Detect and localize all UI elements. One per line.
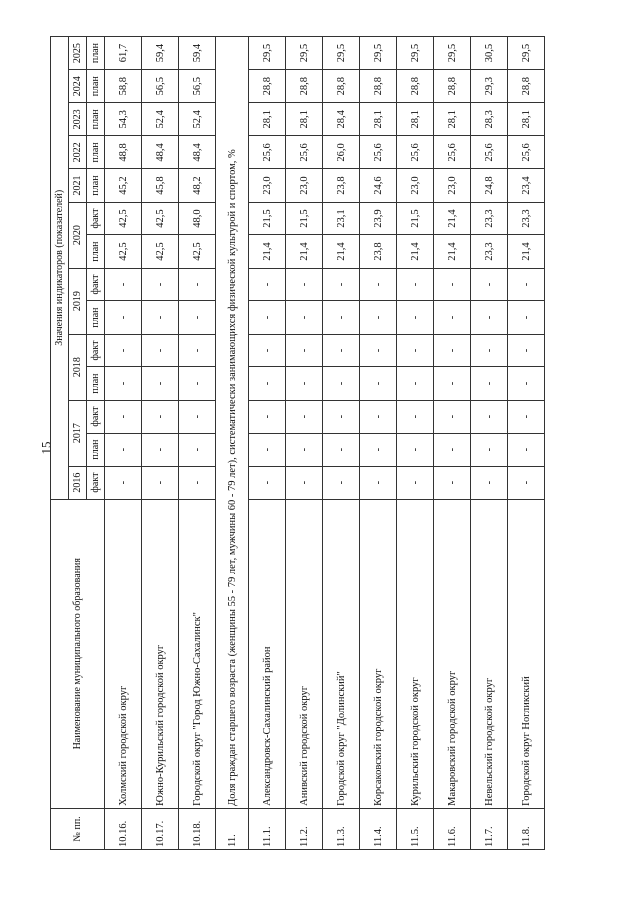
indicator-value: 42,5 — [179, 235, 216, 268]
municipality-name: Городской округ "Долинский" — [323, 499, 360, 808]
indicator-value: - — [323, 466, 360, 499]
indicator-value: - — [323, 301, 360, 334]
indicator-value: - — [179, 367, 216, 400]
indicator-value: - — [397, 433, 434, 466]
indicator-value: - — [105, 334, 142, 367]
subheader-plan: план — [87, 37, 105, 70]
year-header: 2017 — [69, 400, 87, 466]
indicator-value: 28,8 — [508, 70, 545, 103]
page-number: 15 — [38, 441, 54, 455]
indicator-value: - — [397, 367, 434, 400]
section-row — [216, 37, 249, 850]
indicator-value: 29,5 — [434, 37, 471, 70]
col-header-values: Значения индикаторов (показателей) — [51, 37, 69, 500]
year-header: 2020 — [69, 202, 87, 268]
indicator-value: 26,0 — [323, 136, 360, 169]
indicator-value: 25,6 — [508, 136, 545, 169]
indicator-table-wrap — [50, 0, 634, 850]
indicator-value: - — [249, 466, 286, 499]
indicator-value: 28,8 — [434, 70, 471, 103]
indicator-value: 23,0 — [249, 169, 286, 202]
indicator-value: 48,2 — [179, 169, 216, 202]
table-row — [434, 37, 471, 850]
indicator-value: - — [286, 433, 323, 466]
indicator-value: 28,8 — [249, 70, 286, 103]
indicator-value: 23,8 — [360, 235, 397, 268]
indicator-value: - — [323, 334, 360, 367]
indicator-value: - — [249, 301, 286, 334]
subheader-fact: факт — [87, 334, 105, 367]
indicator-value: - — [249, 400, 286, 433]
indicator-value: 28,8 — [286, 70, 323, 103]
indicator-value: - — [179, 400, 216, 433]
indicator-value: 23,9 — [360, 202, 397, 235]
subheader-fact: факт — [87, 400, 105, 433]
indicator-value: 23,3 — [471, 235, 508, 268]
col-header-num: № пп. — [51, 808, 105, 849]
section-num: 11. — [216, 808, 249, 849]
row-number: 10.17. — [142, 808, 179, 849]
indicator-value: 23,0 — [286, 169, 323, 202]
indicator-value: 23,3 — [471, 202, 508, 235]
indicator-value: - — [105, 466, 142, 499]
indicator-value: 23,0 — [434, 169, 471, 202]
indicator-value: 25,6 — [249, 136, 286, 169]
indicator-value: - — [471, 367, 508, 400]
indicator-value: 23,3 — [508, 202, 545, 235]
indicator-value: - — [249, 367, 286, 400]
indicator-value: 23,4 — [508, 169, 545, 202]
municipality-name: Анивский городской округ — [286, 499, 323, 808]
subheader-plan: план — [87, 70, 105, 103]
indicator-value: 42,5 — [105, 235, 142, 268]
subheader-plan: план — [87, 235, 105, 268]
indicator-value: - — [179, 433, 216, 466]
row-number: 11.3. — [323, 808, 360, 849]
table-row — [142, 37, 179, 850]
indicator-value: 29,5 — [508, 37, 545, 70]
indicator-value: - — [179, 466, 216, 499]
year-header: 2016 — [69, 466, 87, 499]
subheader-plan: план — [87, 301, 105, 334]
indicator-value: - — [179, 268, 216, 301]
table-row — [286, 37, 323, 850]
indicator-value: - — [179, 301, 216, 334]
indicator-value: 21,5 — [397, 202, 434, 235]
indicator-value: - — [249, 268, 286, 301]
indicator-value: - — [434, 367, 471, 400]
indicator-value: 24,6 — [360, 169, 397, 202]
table-row — [179, 37, 216, 850]
indicator-value: - — [105, 268, 142, 301]
indicator-value: 52,4 — [179, 103, 216, 136]
indicator-value: - — [508, 466, 545, 499]
indicator-value: 28,1 — [360, 103, 397, 136]
subheader-plan: план — [87, 169, 105, 202]
indicator-value: - — [360, 301, 397, 334]
municipality-name: Макаровский городской округ — [434, 499, 471, 808]
indicator-table — [50, 36, 545, 850]
indicator-value: - — [360, 400, 397, 433]
indicator-value: - — [397, 466, 434, 499]
subheader-fact: факт — [87, 268, 105, 301]
indicator-value: 21,4 — [323, 235, 360, 268]
indicator-value: 23,8 — [323, 169, 360, 202]
indicator-value: 42,5 — [105, 202, 142, 235]
table-row — [397, 37, 434, 850]
indicator-value: - — [249, 334, 286, 367]
indicator-value: 59,4 — [179, 37, 216, 70]
indicator-value: - — [323, 433, 360, 466]
row-number: 10.18. — [179, 808, 216, 849]
indicator-value: 54,3 — [105, 103, 142, 136]
row-number: 11.1. — [249, 808, 286, 849]
indicator-value: 45,8 — [142, 169, 179, 202]
indicator-value: - — [508, 268, 545, 301]
indicator-value: - — [471, 268, 508, 301]
indicator-value: 28,8 — [360, 70, 397, 103]
indicator-value: 42,5 — [142, 235, 179, 268]
indicator-value: - — [508, 400, 545, 433]
table-row — [323, 37, 360, 850]
indicator-value: - — [508, 301, 545, 334]
indicator-value: 48,8 — [105, 136, 142, 169]
table-row — [105, 37, 142, 850]
indicator-value: - — [397, 268, 434, 301]
indicator-value: 28,1 — [434, 103, 471, 136]
indicator-value: - — [179, 334, 216, 367]
indicator-value: 28,1 — [397, 103, 434, 136]
indicator-value: - — [434, 268, 471, 301]
indicator-value: - — [105, 301, 142, 334]
indicator-value: - — [508, 367, 545, 400]
indicator-value: 28,8 — [323, 70, 360, 103]
indicator-value: - — [471, 334, 508, 367]
indicator-value: 21,4 — [434, 235, 471, 268]
subheader-plan: план — [87, 367, 105, 400]
indicator-value: 29,5 — [249, 37, 286, 70]
indicator-value: 25,6 — [286, 136, 323, 169]
indicator-value: - — [286, 367, 323, 400]
indicator-value: - — [142, 400, 179, 433]
indicator-value: 25,6 — [360, 136, 397, 169]
indicator-value: - — [286, 334, 323, 367]
row-number: 10.16. — [105, 808, 142, 849]
indicator-value: 21,5 — [249, 202, 286, 235]
indicator-value: - — [142, 268, 179, 301]
municipality-name: Городской округ "Город Южно-Сахалинск" — [179, 499, 216, 808]
indicator-value: 21,4 — [508, 235, 545, 268]
indicator-value: 29,3 — [471, 70, 508, 103]
year-header: 2019 — [69, 268, 87, 334]
indicator-value: 28,1 — [249, 103, 286, 136]
indicator-value: - — [323, 400, 360, 433]
municipality-name: Курильский городской округ — [397, 499, 434, 808]
indicator-value: - — [286, 400, 323, 433]
indicator-value: - — [105, 433, 142, 466]
indicator-value: 28,1 — [286, 103, 323, 136]
year-header: 2025 — [69, 37, 87, 70]
indicator-value: - — [434, 466, 471, 499]
indicator-value: 56,5 — [142, 70, 179, 103]
indicator-value: 21,4 — [434, 202, 471, 235]
year-header: 2022 — [69, 136, 87, 169]
year-header: 2023 — [69, 103, 87, 136]
indicator-value: - — [323, 367, 360, 400]
row-number: 11.5. — [397, 808, 434, 849]
row-number: 11.4. — [360, 808, 397, 849]
indicator-value: 21,5 — [286, 202, 323, 235]
indicator-value: - — [471, 433, 508, 466]
indicator-value: 29,5 — [360, 37, 397, 70]
municipality-name: Невельский городской округ — [471, 499, 508, 808]
indicator-value: - — [286, 301, 323, 334]
row-number: 11.7. — [471, 808, 508, 849]
table-row — [249, 37, 286, 850]
table-row — [471, 37, 508, 850]
indicator-value: 21,4 — [286, 235, 323, 268]
indicator-value: - — [471, 301, 508, 334]
col-header-name: Наименование муниципального образования — [51, 499, 105, 808]
indicator-value: - — [360, 433, 397, 466]
table-row — [508, 37, 545, 850]
municipality-name: Городской округ Ногликский — [508, 499, 545, 808]
indicator-value: - — [508, 433, 545, 466]
indicator-value: - — [142, 367, 179, 400]
indicator-value: 23,0 — [397, 169, 434, 202]
indicator-value: 59,4 — [142, 37, 179, 70]
table-body-a — [105, 37, 216, 850]
indicator-value: - — [323, 268, 360, 301]
indicator-value: - — [142, 433, 179, 466]
indicator-value: 25,6 — [471, 136, 508, 169]
subheader-plan: план — [87, 136, 105, 169]
indicator-value: 21,4 — [249, 235, 286, 268]
year-header: 2018 — [69, 334, 87, 400]
indicator-value: - — [142, 466, 179, 499]
year-header: 2024 — [69, 70, 87, 103]
row-number: 11.6. — [434, 808, 471, 849]
municipality-name: Корсаковский городской округ — [360, 499, 397, 808]
indicator-value: 25,6 — [434, 136, 471, 169]
subheader-fact: факт — [87, 202, 105, 235]
indicator-value: - — [105, 367, 142, 400]
indicator-value: - — [105, 400, 142, 433]
subheader-plan: план — [87, 433, 105, 466]
indicator-value: - — [434, 400, 471, 433]
municipality-name: Александровск-Сахалинский район — [249, 499, 286, 808]
indicator-value: 28,4 — [323, 103, 360, 136]
table-body-b — [249, 37, 545, 850]
indicator-value: - — [360, 367, 397, 400]
indicator-value: - — [142, 334, 179, 367]
municipality-name: Южно-Курильский городской округ — [142, 499, 179, 808]
year-header: 2021 — [69, 169, 87, 202]
indicator-value: 58,8 — [105, 70, 142, 103]
indicator-value: - — [471, 466, 508, 499]
row-number: 11.2. — [286, 808, 323, 849]
indicator-value: - — [397, 334, 434, 367]
indicator-value: - — [286, 268, 323, 301]
indicator-value: - — [249, 433, 286, 466]
subheader-plan: план — [87, 103, 105, 136]
indicator-value: 42,5 — [142, 202, 179, 235]
indicator-value: - — [434, 301, 471, 334]
table-body-section — [216, 37, 249, 850]
indicator-value: 29,5 — [323, 37, 360, 70]
indicator-value: 24,8 — [471, 169, 508, 202]
indicator-value: - — [360, 334, 397, 367]
indicator-value: 23,1 — [323, 202, 360, 235]
indicator-value: 56,5 — [179, 70, 216, 103]
indicator-value: - — [471, 400, 508, 433]
indicator-value: - — [360, 466, 397, 499]
indicator-value: - — [397, 400, 434, 433]
indicator-value: 48,0 — [179, 202, 216, 235]
indicator-value: 29,5 — [286, 37, 323, 70]
indicator-value: 29,5 — [397, 37, 434, 70]
indicator-value: 21,4 — [397, 235, 434, 268]
indicator-value: 52,4 — [142, 103, 179, 136]
indicator-value: 30,5 — [471, 37, 508, 70]
indicator-value: 45,2 — [105, 169, 142, 202]
indicator-value: - — [360, 268, 397, 301]
indicator-value: - — [508, 334, 545, 367]
row-number: 11.8. — [508, 808, 545, 849]
subheader-fact: факт — [87, 466, 105, 499]
indicator-value: - — [286, 466, 323, 499]
indicator-value: 28,3 — [471, 103, 508, 136]
indicator-value: - — [434, 334, 471, 367]
municipality-name: Холмский городской округ — [105, 499, 142, 808]
indicator-value: 28,1 — [508, 103, 545, 136]
indicator-value: 48,4 — [142, 136, 179, 169]
section-title: Доля граждан старшего возраста (женщины 55 - 79 лет, мужчины 60 - 79 лет), систематически занимающихся физической культурой и спортом, % — [216, 37, 249, 809]
indicator-value: 48,4 — [179, 136, 216, 169]
indicator-value: - — [397, 301, 434, 334]
indicator-value: 28,8 — [397, 70, 434, 103]
indicator-value: - — [434, 433, 471, 466]
indicator-value: 25,6 — [397, 136, 434, 169]
table-row — [360, 37, 397, 850]
indicator-value: - — [142, 301, 179, 334]
indicator-value: 61,7 — [105, 37, 142, 70]
